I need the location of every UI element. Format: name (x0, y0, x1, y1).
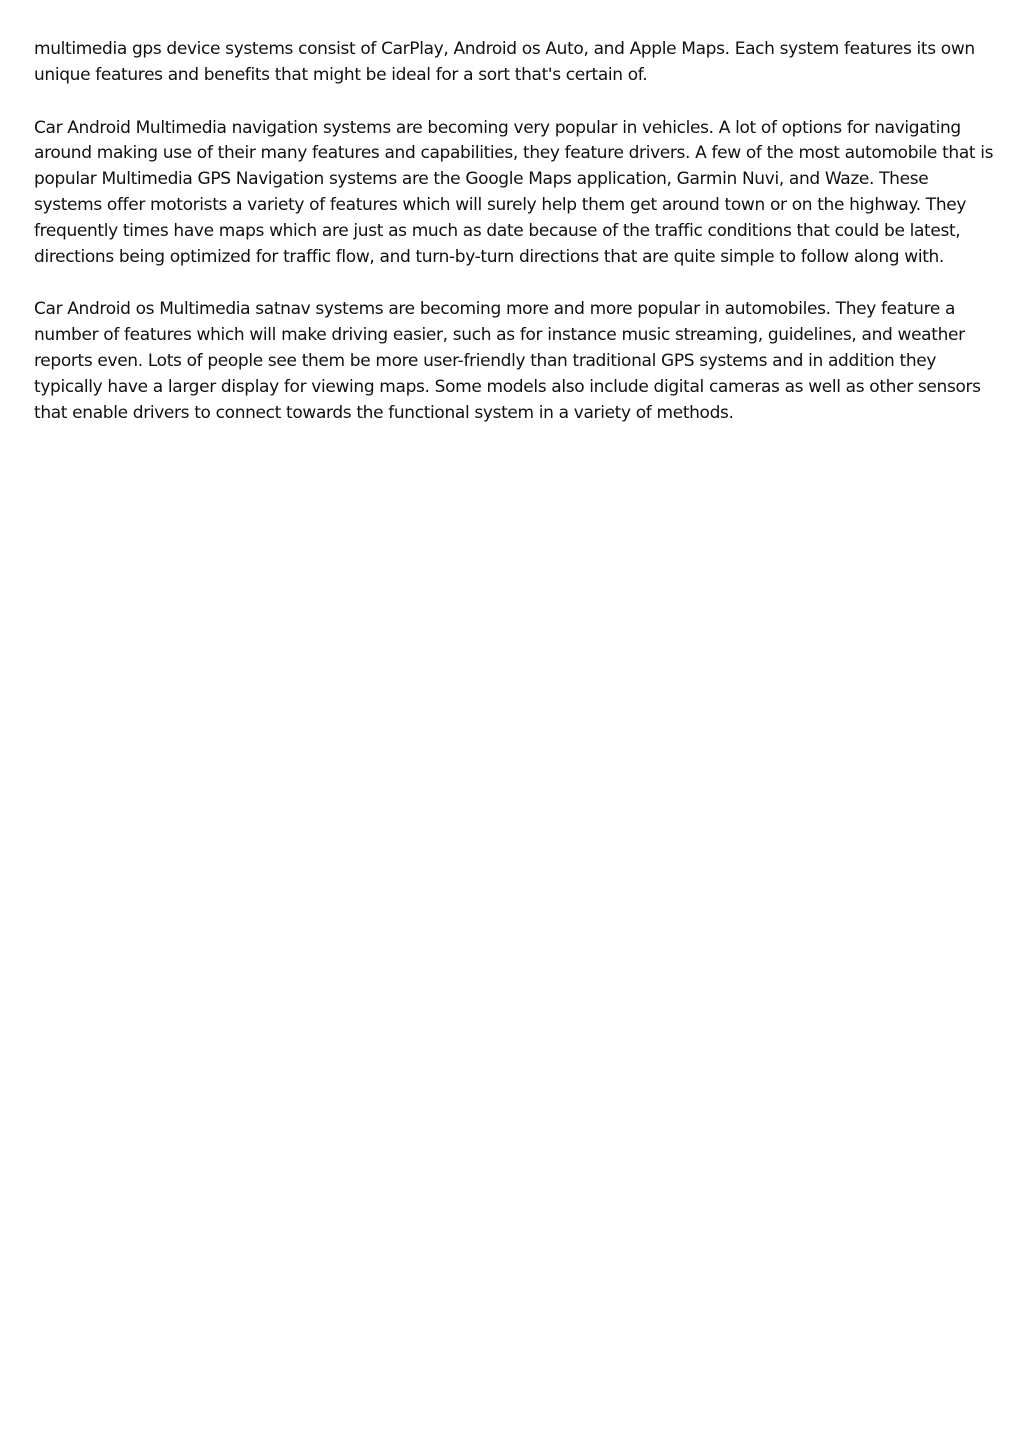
document-body (34, 37, 994, 453)
paragraph-navigation-systems: Car Android Multimedia navigation systems are becoming very popular in vehicles. A lot of options for navigating around making use of their many features and capabilities, they feature drivers. A few of the most automobile that is popular Multimedia GPS Navigation systems are the Google Maps application, Garmin Nuvi, and Waze. These systems offer motorists a variety of features which will surely help them get around town or on the highway. They frequently times have maps which are just as much as date because of the traffic conditions that could be latest, directions being optimized for traffic flow, and turn-by-turn directions that are quite simple to follow along with. (34, 117, 994, 267)
paragraph-satnav-systems: Car Android os Multimedia satnav systems are becoming more and more popular in automobiles. They feature a number of features which will make driving easier, such as for instance music streaming, guidelines, and weather reports even. Lots of people see them be more user-friendly than traditional GPS systems and in addition they typically have a larger display for viewing maps. Some models also include digital cameras as well as other sensors that enable drivers to connect towards the functional system in a variety of methods. (34, 299, 981, 423)
paragraph-carplay-intro: multimedia gps device systems consist of CarPlay, Android os Auto, and Apple Maps. Each system features its own unique features and benefits that might be ideal for a sort that's certain of. (34, 39, 975, 85)
